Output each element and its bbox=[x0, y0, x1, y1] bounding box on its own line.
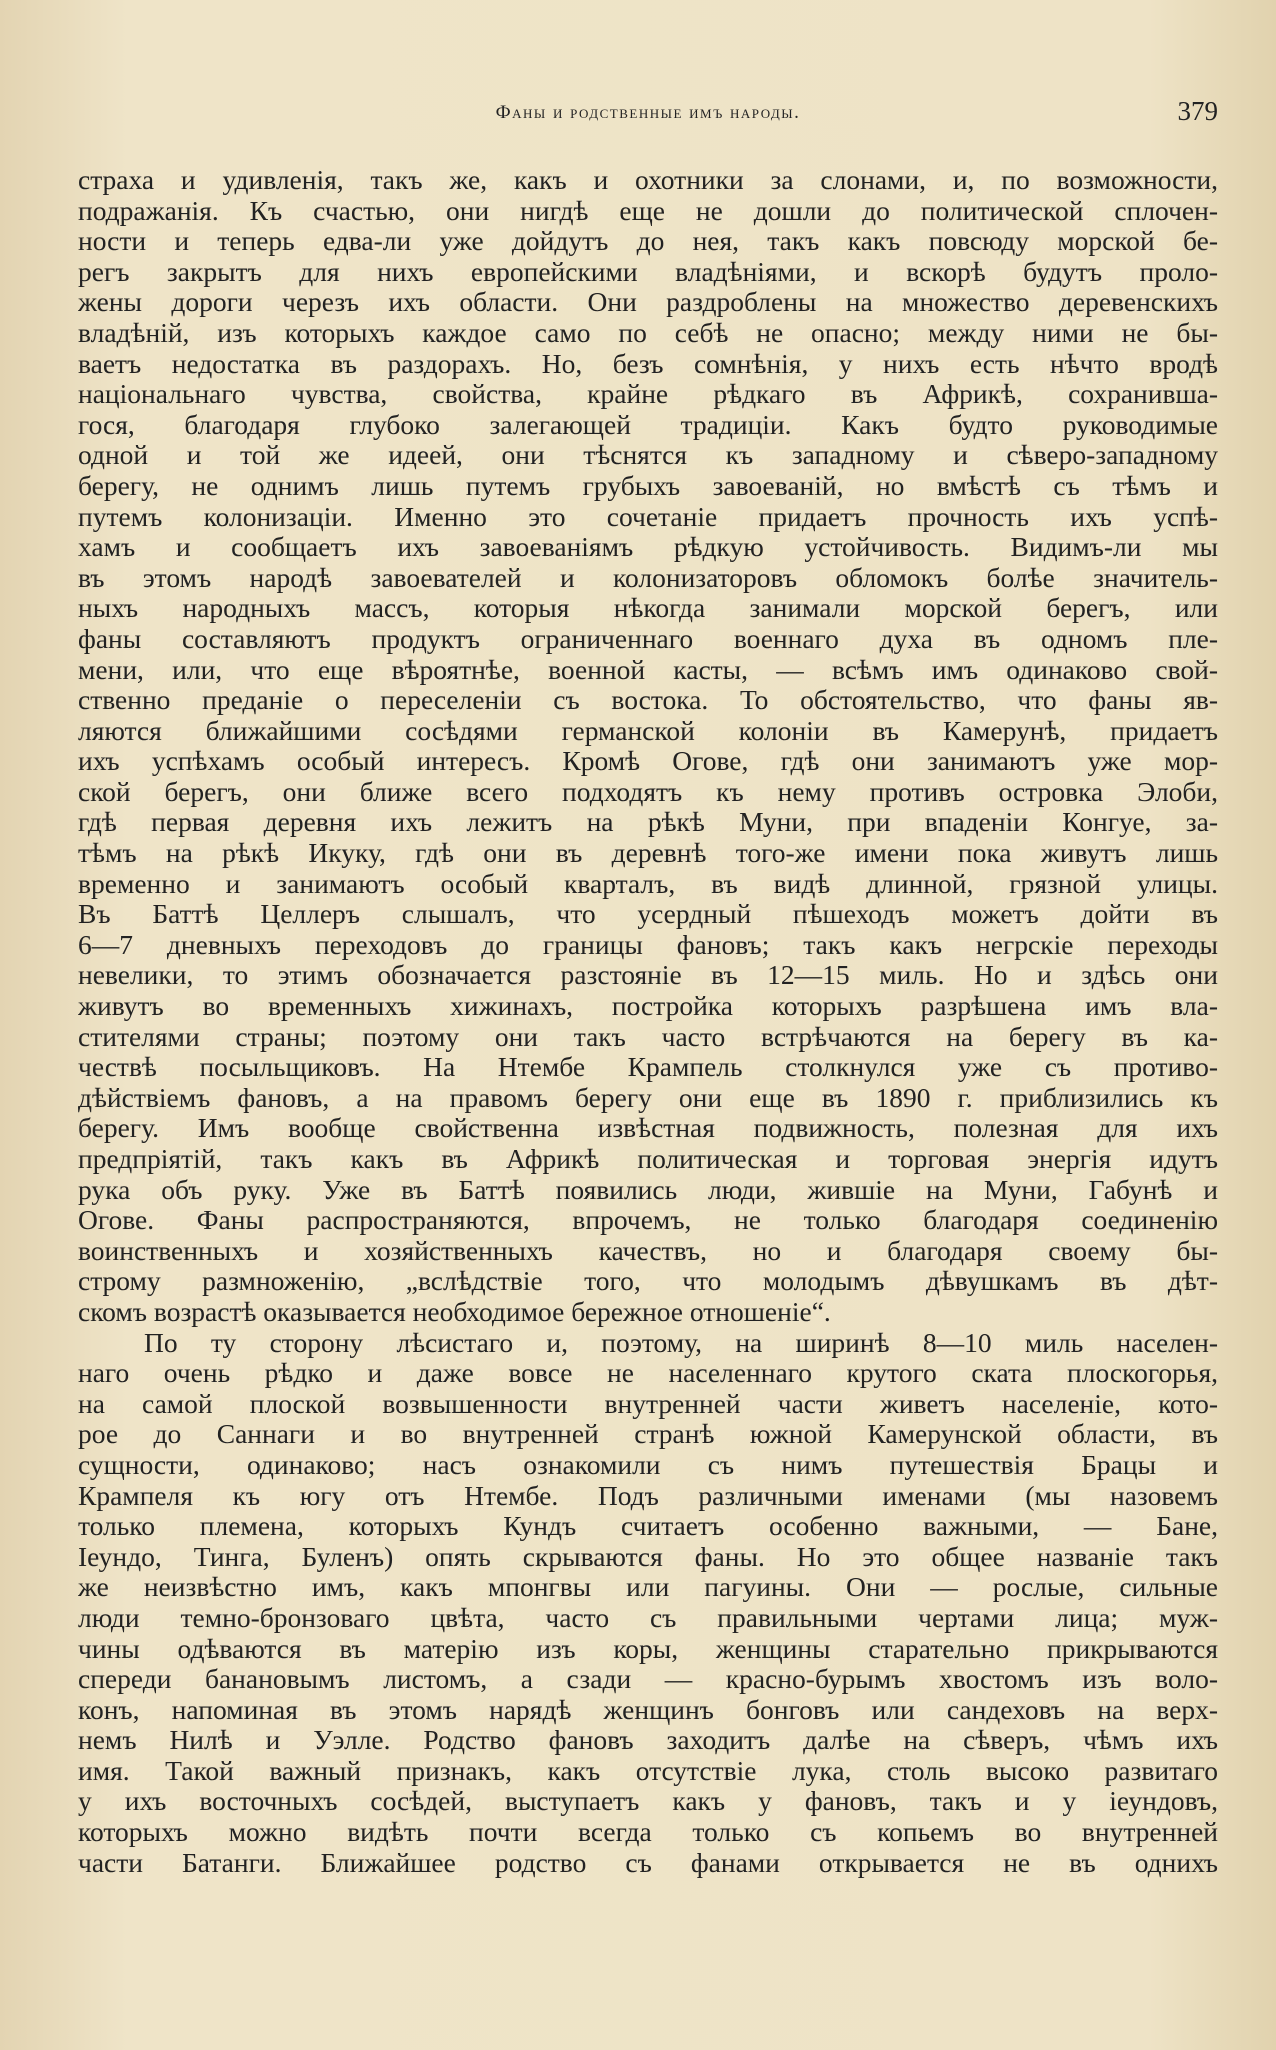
text-line: мени, или, что еще вѣроятнѣе, военной касты, — всѣмъ имъ одинаково свой- bbox=[78, 654, 1218, 685]
text-line: Въ Баттѣ Целлеръ слышалъ, что усердный пѣшеходъ можетъ дойти въ bbox=[78, 899, 1218, 930]
text-line: берегу, не однимъ лишь путемъ грубыхъ завоеваній, но вмѣстѣ съ тѣмъ и bbox=[78, 470, 1218, 501]
text-line: путемъ колонизаціи. Именно это сочетаніе придаетъ прочность ихъ успѣ- bbox=[78, 501, 1218, 532]
text-line: рука объ руку. Уже въ Баттѣ появились люди, жившіе на Муни, Габунѣ и bbox=[78, 1174, 1218, 1205]
text-line: ственно преданіе о переселеніи съ востока. То обстоятельство, что фаны яв- bbox=[78, 685, 1218, 716]
text-line: ихъ успѣхамъ особый интересъ. Кромѣ Огове, гдѣ они занимаютъ уже мор- bbox=[78, 746, 1218, 777]
text-line: подражанія. Къ счастью, они нигдѣ еще не дошли до политической сплочен- bbox=[78, 195, 1218, 226]
text-line: только племена, которыхъ Кундъ считаетъ особенно важными, — Бане, bbox=[78, 1511, 1218, 1542]
text-line: люди темно-бронзоваго цвѣта, часто съ правильными чертами лица; муж- bbox=[78, 1602, 1218, 1633]
text-line: конъ, напоминая въ этомъ нарядѣ женщинъ бонговъ или сандеховъ на верх- bbox=[78, 1694, 1218, 1725]
text-line: хамъ и сообщаетъ ихъ завоеваніямъ рѣдкую устойчивость. Видимъ-ли мы bbox=[78, 532, 1218, 563]
text-line: стителями страны; поэтому они такъ часто встрѣчаются на берегу въ ка- bbox=[78, 1021, 1218, 1052]
text-line: наго очень рѣдко и даже вовсе не населеннаго крутого ската плоскогорья, bbox=[78, 1358, 1218, 1389]
text-line: регъ закрытъ для нихъ европейскими владѣніями, и вскорѣ будутъ проло- bbox=[78, 256, 1218, 287]
text-line: гося, благодаря глубоко залегающей традиціи. Какъ будто руководимые bbox=[78, 409, 1218, 440]
text-line: Крампеля къ югу отъ Нтембе. Подъ различными именами (мы назовемъ bbox=[78, 1480, 1218, 1511]
text-line: тѣмъ на рѣкѣ Икуку, гдѣ они въ деревнѣ того-же имени пока живутъ лишь bbox=[78, 838, 1218, 869]
text-line: чины одѣваются въ матерію изъ коры, женщины старательно прикрываются bbox=[78, 1633, 1218, 1664]
running-head: Фаны и родственные имъ народы. bbox=[495, 102, 801, 123]
paragraph bbox=[78, 1328, 1218, 1879]
text-line: страха и удивленія, такъ же, какъ и охотники за слонами, и, по возможности, bbox=[78, 165, 1218, 195]
text-line: владѣній, изъ которыхъ каждое само по себѣ не опасно; между ними не бы- bbox=[78, 317, 1218, 348]
page-body bbox=[78, 165, 1218, 1878]
text-line: строму размноженію, „вслѣдствіе того, что молодымъ дѣвушкамъ въ дѣт- bbox=[78, 1266, 1218, 1297]
text-line: ности и теперь едва-ли уже дойдутъ до нея, такъ какъ повсюду морской бе- bbox=[78, 226, 1218, 257]
text-line: части Батанги. Ближайшее родство съ фанами открывается не въ однихъ bbox=[78, 1847, 1218, 1878]
text-line: ваетъ недостатка въ раздорахъ. Но, безъ сомнѣнія, у нихъ есть нѣчто вродѣ bbox=[78, 348, 1218, 379]
text-line: ляются ближайшими сосѣдями германской колоніи въ Камерунѣ, придаетъ bbox=[78, 715, 1218, 746]
text-line: Іеундо, Тинга, Буленъ) опять скрываются фаны. Но это общее названіе такъ bbox=[78, 1541, 1218, 1572]
text-line: на самой плоской возвышенности внутренней части живетъ населеніе, кото- bbox=[78, 1388, 1218, 1419]
page-header bbox=[78, 96, 1218, 136]
text-line: берегу. Имъ вообще свойственна извѣстная подвижность, полезная для ихъ bbox=[78, 1113, 1218, 1144]
text-line: ской берегъ, они ближе всего подходятъ къ нему противъ островка Элоби, bbox=[78, 776, 1218, 807]
paragraph bbox=[78, 165, 1218, 1328]
text-line: воинственныхъ и хозяйственныхъ качествъ, но и благодаря своему бы- bbox=[78, 1235, 1218, 1266]
text-line: предпріятій, такъ какъ въ Африкѣ политическая и торговая энергія идутъ bbox=[78, 1144, 1218, 1174]
text-line: невелики, то этимъ обозначается разстояніе въ 12—15 миль. Но и здѣсь они bbox=[78, 960, 1218, 991]
text-line: которыхъ можно видѣть почти всегда только съ копьемъ во внутренней bbox=[78, 1817, 1218, 1848]
text-line: живутъ во временныхъ хижинахъ, постройка которыхъ разрѣшена имъ вла- bbox=[78, 991, 1218, 1022]
page-number: 379 bbox=[1177, 96, 1218, 126]
text-line: національнаго чувства, свойства, крайне рѣдкаго въ Африкѣ, сохранивша- bbox=[78, 379, 1218, 410]
text-line: ныхъ народныхъ массъ, которыя нѣкогда занимали морской берегъ, или bbox=[78, 593, 1218, 624]
text-line: фаны составляютъ продуктъ ограниченнаго военнаго духа въ одномъ пле- bbox=[78, 623, 1218, 654]
text-line: По ту сторону лѣсистаго и, поэтому, на ширинѣ 8—10 миль населен- bbox=[144, 1327, 1218, 1358]
text-line: имя. Такой важный признакъ, какъ отсутствіе лука, столь высоко развитаго bbox=[78, 1755, 1218, 1786]
text-line: сущности, одинаково; насъ ознакомили съ нимъ путешествія Брацы и bbox=[78, 1449, 1218, 1480]
text-line: 6—7 дневныхъ переходовъ до границы фановъ; такъ какъ негрскіе переходы bbox=[78, 929, 1218, 960]
text-line: же неизвѣстно имъ, какъ мпонгвы или пагуины. Они — рослые, сильные bbox=[78, 1572, 1218, 1603]
text-line: чествѣ посыльщиковъ. На Нтембе Крампель столкнулся уже съ противо- bbox=[78, 1052, 1218, 1083]
text-line: спереди банановымъ листомъ, а сзади — красно-бурымъ хвостомъ изъ воло- bbox=[78, 1664, 1218, 1695]
text-line: жены дороги черезъ ихъ области. Они раздроблены на множество деревенскихъ bbox=[78, 287, 1218, 318]
text-line: немъ Нилѣ и Уэлле. Родство фановъ заходитъ далѣе на сѣверъ, чѣмъ ихъ bbox=[78, 1725, 1218, 1756]
text-line: временно и занимаютъ особый кварталъ, въ видѣ длинной, грязной улицы. bbox=[78, 868, 1218, 899]
text-line: въ этомъ народѣ завоевателей и колонизаторовъ обломокъ болѣе значитель- bbox=[78, 562, 1218, 593]
text-line: скомъ возрастѣ оказывается необходимое бережное отношеніе“. bbox=[78, 1296, 831, 1327]
text-line: одной и той же идеей, они тѣснятся къ западному и сѣверо-западному bbox=[78, 440, 1218, 471]
text-line: рое до Саннаги и во внутренней странѣ южной Камерунской области, въ bbox=[78, 1419, 1218, 1450]
text-line: у ихъ восточныхъ сосѣдей, выступаетъ какъ у фановъ, такъ и у іеундовъ, bbox=[78, 1786, 1218, 1817]
text-line: гдѣ первая деревня ихъ лежитъ на рѣкѣ Муни, при впаденіи Конгуе, за- bbox=[78, 807, 1218, 838]
text-line: Огове. Фаны распространяются, впрочемъ, не только благодаря соединенію bbox=[78, 1205, 1218, 1236]
text-line: дѣйствіемъ фановъ, а на правомъ берегу они еще въ 1890 г. приблизились къ bbox=[78, 1082, 1218, 1113]
